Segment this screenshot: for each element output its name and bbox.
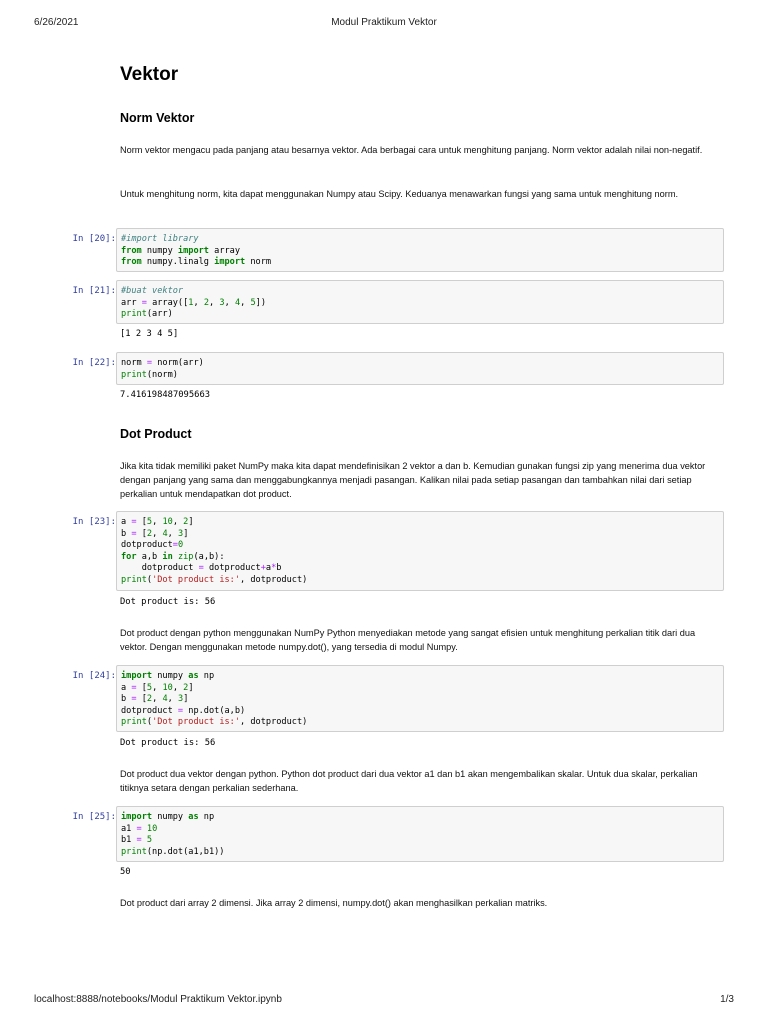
code-token: import [177, 245, 209, 256]
code-token: dotproduct [203, 563, 261, 573]
code-token: dotproduct [121, 705, 178, 716]
code-input[interactable] [121, 286, 723, 321]
code-token: , [240, 297, 251, 308]
cell-output: Dot product is: 56 [120, 738, 216, 748]
code-token: #import library [121, 234, 199, 244]
code-cell[interactable] [116, 806, 724, 862]
code-token: 2 [183, 682, 189, 693]
code-cell[interactable] [116, 280, 724, 324]
paragraph-norm-intro: Norm vektor mengacu pada panjang atau besarnya vektor. Ada berbagai cara untuk menghitung panjang. Norm vektor adalah nilai non-negatif. [120, 145, 703, 155]
code-token: from [121, 245, 142, 256]
code-token: [ [136, 517, 147, 527]
code-token: = [141, 297, 147, 308]
code-token: import [214, 257, 246, 267]
code-token: norm(arr) [152, 358, 204, 368]
code-token: [ [136, 682, 147, 693]
code-token: a [121, 682, 132, 693]
code-token: b1 [121, 835, 137, 845]
code-input[interactable] [121, 358, 723, 381]
code-token: 5 [250, 297, 256, 308]
cell-output: 7.416198487095663 [120, 390, 211, 400]
code-token: , [209, 297, 220, 308]
code-token: , [224, 297, 235, 308]
code-token: (norm) [146, 369, 178, 380]
print-url: localhost:8888/notebooks/Modul Praktikum Vektor.ipynb [34, 994, 282, 1005]
code-token: import [121, 812, 153, 822]
cell-output: Dot product is: 56 [120, 597, 216, 607]
code-token: b [121, 528, 132, 539]
code-token: = [131, 682, 137, 693]
code-token: , [172, 682, 184, 693]
code-token: 3 [178, 694, 184, 704]
code-token: numpy [152, 812, 189, 822]
paragraph-dot-scalar: Dot product dua vektor dengan python. Python dot product dari dua vektor a1 dan b1 akan mengembalikan skalar. Untuk dua skalar, perkalian titiknya setara dengan perkalian sederhana. [120, 769, 698, 793]
page-title: Vektor [120, 64, 179, 85]
code-token: norm [121, 358, 147, 368]
code-input[interactable] [121, 517, 723, 586]
code-token: for [121, 551, 137, 562]
paragraph-dot-2d: Dot product dari array 2 dimensi. Jika array 2 dimensi, numpy.dot() akan menghasilkan perkalian matriks. [120, 898, 548, 908]
code-token: 10 [162, 517, 173, 527]
code-token: 4 [162, 528, 168, 539]
code-token: a [265, 563, 272, 573]
code-token: import [121, 671, 153, 681]
code-input[interactable] [121, 234, 723, 269]
code-token: from [121, 257, 142, 267]
cell-prompt: In [23]: [72, 517, 116, 527]
code-token: , dotproduct) [240, 574, 308, 585]
code-cell[interactable] [116, 665, 724, 732]
code-token: 3 [178, 528, 184, 539]
code-token: numpy [152, 671, 189, 681]
code-token: dotproduct [121, 563, 199, 573]
code-token: norm [245, 257, 272, 267]
code-token: ] [183, 694, 189, 704]
code-token: = [131, 528, 137, 539]
code-token: ( [146, 574, 153, 585]
cell-output: 50 [120, 867, 131, 877]
code-token: print [121, 369, 147, 380]
code-token: , [152, 682, 163, 693]
code-token: ] [188, 682, 194, 693]
code-token: , [167, 528, 178, 539]
section-heading-dot-product: Dot Product [120, 427, 192, 441]
code-token: (np.dot(a1,b1)) [146, 846, 225, 857]
code-token: zip [177, 551, 194, 562]
code-token: np.dot(a,b) [183, 705, 246, 716]
code-token: + [260, 563, 266, 573]
code-cell[interactable] [116, 228, 724, 272]
code-token: a1 [121, 823, 137, 834]
code-token: = [146, 358, 153, 368]
code-token: print [121, 846, 147, 857]
code-token: 2 [203, 297, 210, 308]
code-token: * [271, 563, 277, 573]
code-token: array([ [146, 297, 189, 308]
cell-prompt: In [24]: [72, 671, 116, 681]
code-token: , [152, 528, 163, 539]
code-token: numpy [141, 245, 178, 256]
paragraph-dot-zip: Jika kita tidak memiliki paket NumPy maka kita dapat mendefinisikan 2 vektor a dan b. Kemudian gunakan fungsi zip yang menerima dua vektor dengan panjang yang sama dan menggabungkannya menjadi pasangan. Kalikan nilai pada setiap pasangan dan tambahkan nilai dari setiap perkalian untuk mendapatkan dot product. [120, 461, 706, 499]
code-token: 2 [183, 517, 189, 527]
cell-prompt: In [21]: [72, 286, 116, 296]
code-token: (a,b): [193, 551, 225, 562]
code-token: = [136, 835, 142, 845]
code-token: a [121, 517, 132, 527]
code-token: 0 [177, 540, 184, 550]
code-token: ] [183, 528, 189, 539]
cell-prompt: In [20]: [72, 234, 116, 244]
cell-output: [1 2 3 4 5] [120, 329, 179, 339]
code-token: = [136, 823, 142, 834]
cell-prompt: In [25]: [72, 812, 116, 822]
code-token: , [152, 517, 163, 527]
code-token: print [121, 309, 147, 319]
code-token: [ [136, 694, 147, 704]
code-token: as [188, 671, 199, 681]
code-token: np [198, 671, 215, 681]
code-token: a,b [136, 551, 163, 562]
code-token: print [121, 574, 147, 585]
code-token: array [208, 245, 241, 256]
print-footer [34, 994, 734, 1008]
page-number: 1/3 [720, 994, 734, 1005]
code-token: , [152, 694, 163, 704]
code-token: 2 [146, 528, 153, 539]
code-token: b [276, 563, 282, 573]
code-token: 10 [162, 682, 173, 693]
code-input[interactable] [121, 812, 723, 858]
code-token: dotproduct [121, 540, 173, 550]
code-token: ]) [255, 297, 267, 308]
code-token: , [167, 694, 178, 704]
code-token: ( [146, 717, 153, 727]
code-token: 4 [162, 694, 168, 704]
code-token: = [177, 705, 184, 716]
paragraph-dot-numpy: Dot product dengan python menggunakan NumPy Python menyediakan metode yang sangat efisien untuk menghitung perkalian titik dari dua vektor. Dengan menggunakan metode numpy.dot(), yang tersedia di modul Numpy. [120, 628, 696, 652]
code-token: 1 [188, 297, 194, 308]
code-token: (arr) [146, 309, 173, 319]
code-token: , dotproduct) [240, 717, 308, 727]
code-token: 'Dot product is:' [152, 717, 241, 727]
code-token: as [188, 812, 199, 822]
code-token: 2 [146, 694, 153, 704]
code-token: , [172, 517, 184, 527]
code-token: b [121, 694, 132, 704]
code-token: numpy.linalg [141, 257, 215, 267]
print-date: 6/26/2021 [34, 17, 79, 28]
code-token: in [162, 551, 173, 562]
code-token: 4 [234, 297, 241, 308]
code-token: np [198, 812, 215, 822]
code-token: arr [121, 297, 142, 308]
code-token: 5 [146, 835, 153, 845]
code-token: = [131, 517, 137, 527]
code-token: 5 [146, 517, 153, 527]
code-token: = [131, 694, 137, 704]
code-token: 3 [219, 297, 225, 308]
code-token: #buat vektor [121, 286, 184, 296]
code-cell[interactable] [116, 511, 724, 591]
code-input[interactable] [121, 671, 723, 729]
code-token: 'Dot product is:' [152, 574, 241, 585]
code-token: print [121, 717, 147, 727]
code-token: [ [136, 528, 147, 539]
code-token: = [172, 540, 178, 550]
code-cell[interactable] [116, 352, 724, 385]
code-token: , [193, 297, 204, 308]
print-title: Modul Praktikum Vektor [331, 17, 437, 28]
code-token: 5 [146, 682, 153, 693]
code-token: = [198, 563, 204, 573]
code-token: 10 [146, 823, 158, 834]
cell-prompt: In [22]: [72, 358, 116, 368]
code-token: ] [188, 517, 194, 527]
section-heading-norm: Norm Vektor [120, 111, 195, 125]
paragraph-norm-method: Untuk menghitung norm, kita dapat menggunakan Numpy atau Scipy. Keduanya menawarkan fungsi yang sama untuk menghitung norm. [120, 189, 679, 199]
